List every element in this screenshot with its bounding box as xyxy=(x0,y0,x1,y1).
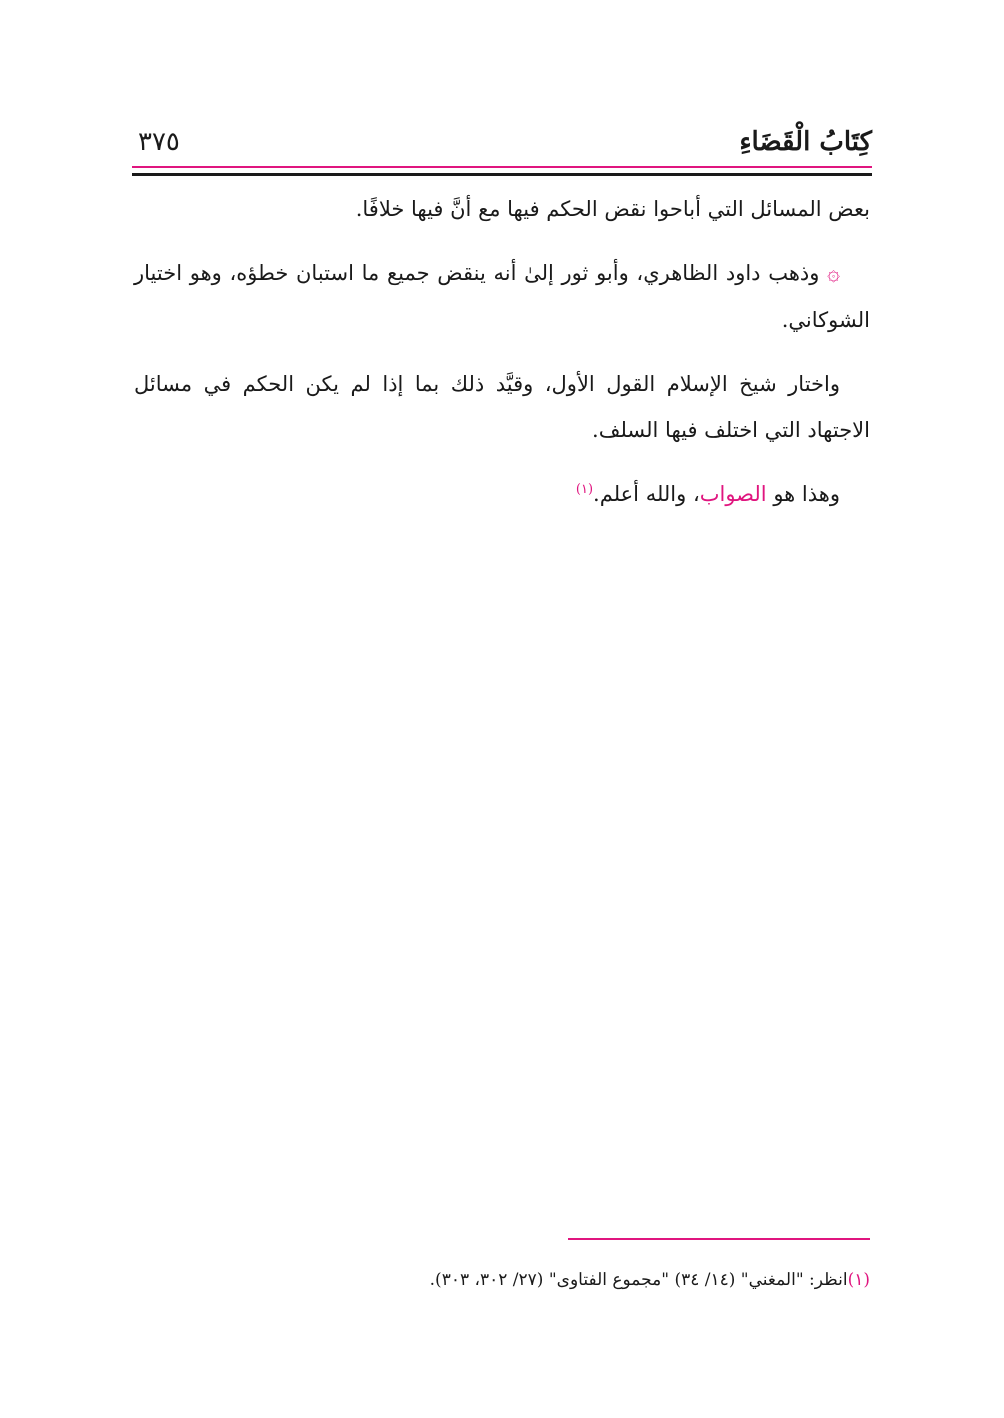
paragraph-4-text-start: وهذا هو xyxy=(773,482,840,506)
paragraph-1 xyxy=(134,186,870,232)
footnote-number: (١) xyxy=(847,1270,870,1290)
page-number: ٣٧٥ xyxy=(138,127,180,157)
running-title: كِتَابُ الْقَضَاءِ xyxy=(739,127,872,157)
footnote xyxy=(300,1266,870,1294)
main-text xyxy=(134,186,870,535)
paragraph-4 xyxy=(134,471,870,517)
flower-ornament-icon: ۞ xyxy=(827,261,840,286)
footnote-separator xyxy=(568,1238,870,1240)
highlighted-word: الصواب xyxy=(699,482,767,506)
footnote-reference[interactable]: (١) xyxy=(575,482,594,497)
footnote-text: انظر: "المغني" (١٤/ ٣٤) "مجموع الفتاوى" (٢٧/ ٣٠٢، ٣٠٣). xyxy=(429,1270,848,1290)
header-accent-rule xyxy=(132,166,872,168)
header-rule xyxy=(132,173,872,176)
paragraph-1-text: بعض المسائل التي أباحوا نقض الحكم فيها مع أنَّ فيها خلافًا. xyxy=(355,197,870,221)
paragraph-3-text: واختار شيخ الإسلام القول الأول، وقيَّد ذلك بما إذا لم يكن الحكم في مسائل الاجتهاد التي اختلف فيها السلف. xyxy=(134,372,870,442)
paragraph-2-text: وذهب داود الظاهري، وأبو ثور إلىٰ أنه ينقض جميع ما استبان خطؤه، وهو اختيار الشوكاني. xyxy=(134,261,870,332)
paragraph-3 xyxy=(134,361,870,453)
paragraph-2 xyxy=(134,250,870,343)
paragraph-4-text-end: ، والله أعلم. xyxy=(593,482,700,506)
page-header xyxy=(132,122,872,162)
